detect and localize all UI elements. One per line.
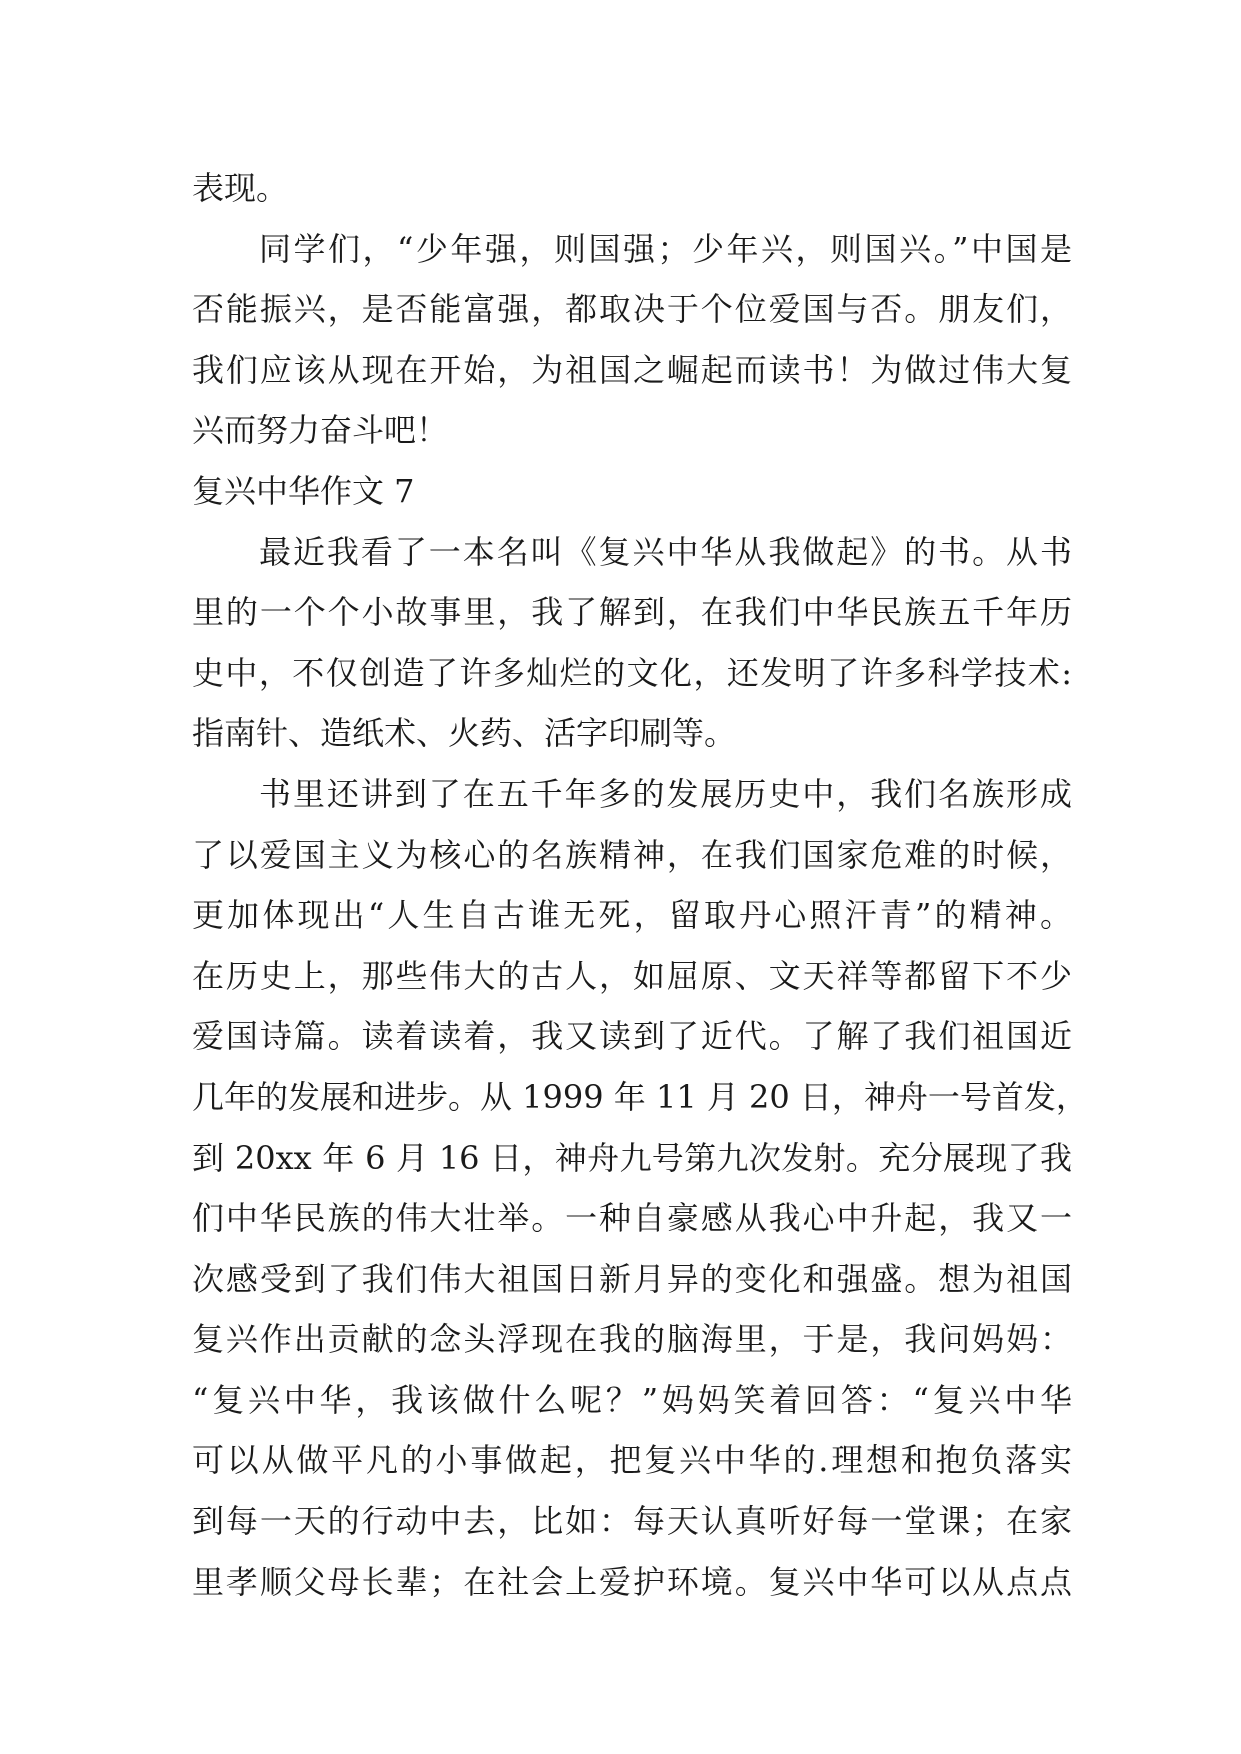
text-line: 更加体现出“人生自古谁无死，留取丹心照汗青”的精神。 xyxy=(192,896,1072,935)
paragraph-first-line: 同学们，“少年强，则国强；少年兴，则国兴。”中国是 xyxy=(259,229,1072,268)
paragraph-first-line: 书里还讲到了在五千年多的发展历史中，我们名族形成 xyxy=(259,774,1072,813)
text-line: 了以爱国主义为核心的名族精神，在我们国家危难的时候， xyxy=(192,835,1072,874)
text-line: 爱国诗篇。读着读着，我又读到了近代。了解了我们祖国近 xyxy=(192,1017,1072,1056)
text-line: 可以从做平凡的小事做起，把复兴中华的.理想和抱负落实 xyxy=(192,1441,1072,1480)
text-line: 指南针、造纸术、火药、活字印刷等。 xyxy=(192,714,737,753)
text-line: 里的一个个小故事里，我了解到，在我们中华民族五千年历 xyxy=(192,593,1072,632)
section-heading: 复兴中华作文 7 xyxy=(192,471,415,510)
text-line: 到 20xx 年 6 月 16 日，神舟九号第九次发射。充分展现了我 xyxy=(192,1138,1072,1177)
text-line: 次感受到了我们伟大祖国日新月异的变化和强盛。想为祖国 xyxy=(192,1259,1072,1298)
text-line: 几年的发展和进步。从 1999 年 11 月 20 日，神舟一号首发， xyxy=(192,1077,1088,1116)
text-line: 史中，不仅创造了许多灿烂的文化，还发明了许多科学技术: xyxy=(192,653,1072,692)
text-line: 们中华民族的伟大壮举。一种自豪感从我心中升起，我又一 xyxy=(192,1199,1072,1238)
document-body xyxy=(192,158,1088,1612)
text-line: 到每一天的行动中去，比如：每天认真听好每一堂课；在家 xyxy=(192,1502,1072,1541)
text-line: 里孝顺父母长辈；在社会上爱护环境。复兴中华可以从点点 xyxy=(192,1562,1072,1601)
text-line: “复兴中华，我该做什么呢？”妈妈笑着回答：“复兴中华 xyxy=(192,1380,1072,1419)
text-line: 复兴作出贡献的念头浮现在我的脑海里，于是，我问妈妈： xyxy=(192,1320,1072,1359)
text-line: 我们应该从现在开始，为祖国之崛起而读书！为做过伟大复 xyxy=(192,350,1072,389)
text-line: 兴而努力奋斗吧！ xyxy=(192,411,449,450)
text-line: 表现。 xyxy=(192,169,289,207)
text-line: 在历史上，那些伟大的古人，如屈原、文天祥等都留下不少 xyxy=(192,956,1072,995)
paragraph-first-line: 最近我看了一本名叫《复兴中华从我做起》的书。从书 xyxy=(259,532,1072,571)
text-line: 否能振兴，是否能富强，都取决于个位爱国与否。朋友们， xyxy=(192,290,1072,329)
